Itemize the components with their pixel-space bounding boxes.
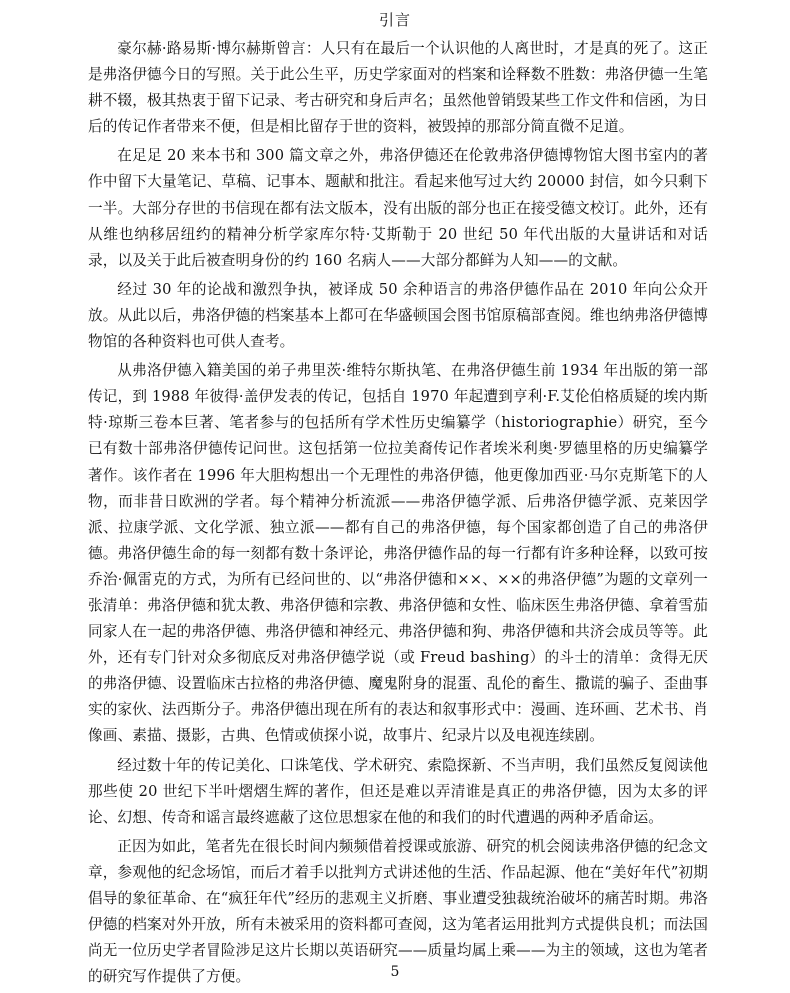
paragraph-2: 在足足 20 来本书和 300 篇文章之外，弗洛伊德还在伦敦弗洛伊德博物馆大图书室内的著作中留下大量笔记、草稿、记事本、题献和批注。看起来他写过大约 20000 封信，如今只剩下一半。大部分存世的书信现在都有法文版本，没有出版的部分也正在接受德文校订。此外，还有从维也纳移居纽约的精神分析学家库尔特·艾斯勒于 20 世纪 50 年代出版的大量讲话和对话录，以及关于此后被查明身份的约 160 名病人——大部分都鲜为人知——的文献。 <box>88 147 708 269</box>
paragraph-6: 正因为如此，笔者先在很长时间内频频借着授课或旅游、研究的机会阅读弗洛伊德的纪念文章，参观他的纪念场馆，而后才着手以批判方式讲述他的生活、作品起源、他在“美好年代”初期倡导的象征革命、在“疯狂年代”经历的悲观主义折磨、事业遭受独裁统治破坏的痛苦时期。弗洛伊德的档案对外开放，所有未被采用的资料都可查阅，这为笔者运用批判方式提供良机；而法国尚无一位历史学者冒险涉足这片长期以英语研究——质量均属上乘——为主的领域，这也为笔者的研究写作提供了方便。 <box>88 837 708 986</box>
paragraph-3: 经过 30 年的论战和激烈争执，被译成 50 余种语言的弗洛伊德作品在 2010 年向公众开放。从此以后，弗洛伊德的档案基本上都可在华盛顿国会图书馆原稿部查阅。维也纳弗洛伊德博物馆的各种资料也可供人查考。 <box>88 280 708 351</box>
body-text <box>88 36 708 993</box>
paragraph-1: 豪尔赫·路易斯·博尔赫斯曾言：人只有在最后一个认识他的人离世时，才是真的死了。这正是弗洛伊德今日的写照。关于此公生平，历史学家面对的档案和诠释数不胜数：弗洛伊德一生笔耕不辍，极其热衷于留下记录、考古研究和身后声名；虽然他曾销毁某些工作文件和信函，为日后的传记作者带来不便，但是相比留存于世的资料，被毁掉的那部分简直微不足道。 <box>88 40 708 136</box>
page-title: 引言 <box>378 11 411 29</box>
page-number: 5 <box>390 964 400 980</box>
paragraph-5: 经过数十年的传记美化、口诛笔伐、学术研究、索隐探新、不当声明，我们虽然反复阅读他那些使 20 世纪下半叶熠熠生辉的著作，但还是难以弄清谁是真正的弗洛伊德，因为太多的评论、幻想、传奇和谣言最终遮蔽了这位思想家在他的和我们的时代遭遇的两种矛盾命运。 <box>88 756 708 826</box>
paragraph-4: 从弗洛伊德入籍美国的弟子弗里茨·维特尔斯执笔、在弗洛伊德生前 1934 年出版的第一部传记，到 1988 年彼得·盖伊发表的传记，包括自 1970 年起遭到亨利·F.艾伦伯格质疑的埃内斯特·琼斯三卷本巨著、笔者参与的包括所有学术性历史编纂学（historiographie）研究，至今已有数十部弗洛伊德传记问世。这包括第一位拉美裔传记作者埃米利奥·罗德里格的历史编纂学著作。该作者在 1996 年大胆构想出一个无理性的弗洛伊德，他更像加西亚·马尔克斯笔下的人物，而非昔日欧洲的学者。每个精神分析流派——弗洛伊德学派、后弗洛伊德学派、克莱因学派、拉康学派、文化学派、独立派——都有自己的弗洛伊德，每个国家都创造了自己的弗洛伊德。弗洛伊德生命的每一刻都有数十条评论，弗洛伊德作品的每一行都有许多种诠释，以致可按乔治·佩雷克的方式，为所有已经问世的、以“弗洛伊德和××、××的弗洛伊德”为题的文章列一张清单：弗洛伊德和犹太教、弗洛伊德和宗教、弗洛伊德和女性、临床医生弗洛伊德、拿着雪茄同家人在一起的弗洛伊德、弗洛伊德和神经元、弗洛伊德和狗、弗洛伊德和共济会成员等等。此外，还有专门针对众多彻底反对弗洛伊德学说（或 Freud bashing）的斗士的清单：贪得无厌的弗洛伊德、设置临床古拉格的弗洛伊德、魔鬼附身的混蛋、乱伦的畜生、撒谎的骗子、歪曲事实的家伙、法西斯分子。弗洛伊德出现在所有的表达和叙事形式中：漫画、连环画、艺术书、肖像画、素描、摄影，古典、色情或侦探小说，故事片、纪录片以及电视连续剧。 <box>88 362 708 745</box>
